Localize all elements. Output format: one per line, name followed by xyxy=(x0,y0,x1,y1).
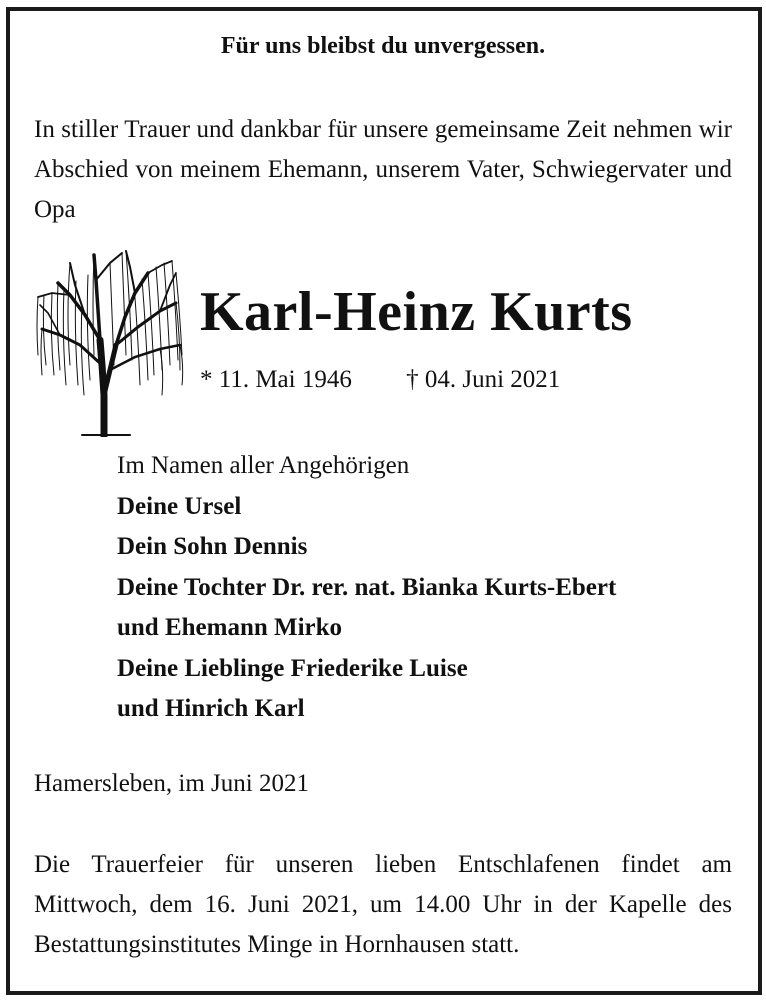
life-dates xyxy=(200,366,560,394)
family-member: Deine Ursel xyxy=(117,492,242,520)
place-date: Hamersleben, im Juni 2021 xyxy=(34,770,309,797)
family-member: Deine Tochter Dr. rer. nat. Bianka Kurts-Ebert xyxy=(117,573,617,601)
family-member: Deine Lieblinge Friederike Luise xyxy=(117,654,468,682)
motto: Für uns bleibst du unvergessen. xyxy=(220,33,546,59)
death-date: † 04. Juni 2021 xyxy=(406,366,561,393)
funeral-service-info: Die Trauerfeier für unseren lieben Entschlafenen findet am Mittwoch, dem 16. Juni 2021, um 14.00 Uhr in der Kapelle des Bestattungsinstitutes Minge in Hornhausen statt. xyxy=(34,851,732,958)
family-signatures xyxy=(117,446,616,730)
family-member: und Hinrich Karl xyxy=(117,695,305,722)
family-intro: Im Namen aller Angehörigen xyxy=(117,452,410,479)
deceased-name: Karl-Heinz Kurts xyxy=(200,281,633,343)
weeping-willow-tree-icon xyxy=(30,245,188,437)
intro-text: In stiller Trauer und dankbar für unsere gemeinsame Zeit nehmen wir Abschied von meinem Ehemann, unserem Vater, Schwiegervater und Opa xyxy=(34,116,732,223)
family-member: und Ehemann Mirko xyxy=(117,614,343,641)
birth-date: * 11. Mai 1946 xyxy=(200,366,352,393)
family-member: Dein Sohn Dennis xyxy=(117,533,308,560)
